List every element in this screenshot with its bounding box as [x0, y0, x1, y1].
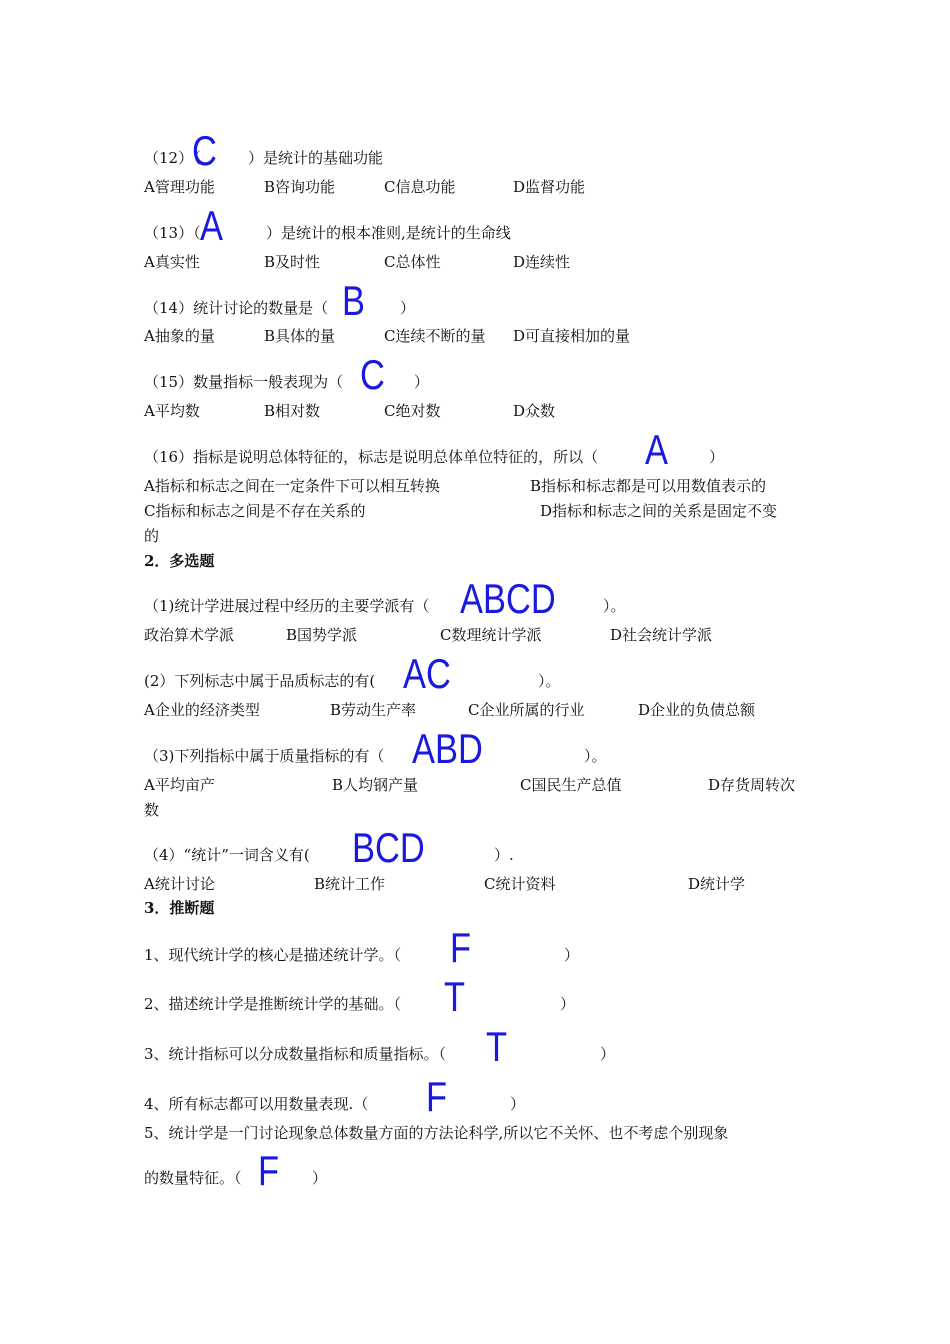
multi-question-1: （1)统计学进展过程中经历的主要学派有（: [144, 597, 430, 615]
multi-question-1-tail: ）。: [603, 597, 626, 615]
judge-3-tail: ）: [600, 1045, 616, 1063]
option-wrap: 的: [144, 527, 160, 545]
option: C绝对数: [384, 402, 441, 420]
option: A指标和标志之间在一定条件下可以相互转换: [144, 477, 440, 495]
judge-4-tail: ）: [510, 1095, 526, 1113]
multi-answer-1: ABCD: [460, 575, 556, 622]
question-14: （14）统计讨论的数量是（: [144, 299, 329, 317]
option: B劳动生产率: [330, 701, 417, 719]
option: B及时性: [264, 253, 321, 271]
judge-2-tail: ）: [560, 995, 576, 1013]
multi-question-3-tail: ）。: [584, 747, 607, 765]
judge-answer-1: F: [450, 924, 472, 971]
option: A真实性: [144, 253, 200, 271]
option: D统计学: [688, 875, 746, 893]
option: B国势学派: [286, 626, 358, 644]
multi-answer-3: ABD: [412, 725, 483, 772]
judge-answer-2: T: [444, 973, 466, 1020]
option: B统计工作: [314, 875, 386, 893]
multi-answer-2: AC: [403, 650, 451, 697]
option: B指标和标志都是可以用数值表示的: [530, 477, 767, 495]
option: C总体性: [384, 253, 441, 271]
judge-3: 3、统计指标可以分成数量指标和质量指标。（: [144, 1045, 447, 1063]
option: 政治算术学派: [144, 626, 235, 644]
option: B具体的量: [264, 327, 336, 345]
option: D可直接相加的量: [513, 327, 631, 345]
judge-2: 2、描述统计学是推断统计学的基础。（: [144, 995, 402, 1013]
option: C国民生产总值: [520, 776, 622, 794]
answer-12: C: [192, 127, 217, 174]
option: C数理统计学派: [440, 626, 542, 644]
option: A抽象的量: [144, 327, 215, 345]
judge-4: 4、所有标志都可以用数量表现.（: [144, 1095, 369, 1113]
question-13: （13）（: [144, 224, 201, 242]
judge-answer-3: T: [486, 1023, 508, 1070]
question-14-tail: ）: [400, 299, 416, 317]
option: D监督功能: [513, 178, 586, 196]
option: A企业的经济类型: [144, 701, 260, 719]
question-15-tail: ）: [414, 373, 430, 391]
question-16: （16）指标是说明总体特征的，标志是说明总体单位特征的，所以（: [144, 448, 599, 466]
option: A平均数: [144, 402, 200, 420]
answer-14: B: [342, 277, 365, 324]
option: D社会统计学派: [610, 626, 713, 644]
option-wrap: 数: [144, 801, 160, 819]
question-15: （15）数量指标一般表现为（: [144, 373, 344, 391]
answer-13: A: [200, 202, 223, 249]
option: D指标和标志之间的关系是固定不变: [540, 502, 778, 520]
option: A管理功能: [144, 178, 215, 196]
section-3-title: 3．推断题: [144, 899, 215, 917]
option: D存货周转次: [708, 776, 796, 794]
multi-question-3: （3)下列指标中属于质量指标的有（: [144, 747, 385, 765]
judge-answer-5: F: [258, 1147, 280, 1194]
option: B相对数: [264, 402, 321, 420]
judge-1: 1、现代统计学的核心是描述统计学。（: [144, 946, 402, 964]
multi-answer-4: BCD: [352, 824, 425, 871]
option: D众数: [513, 402, 556, 420]
multi-question-4: （4）“统计”一词含义有(: [144, 846, 310, 864]
judge-5-tail: ）: [312, 1169, 328, 1187]
answer-15: C: [360, 351, 385, 398]
section-2-title: 2．多选题: [144, 552, 215, 570]
option: D连续性: [513, 253, 571, 271]
multi-question-2-tail: ）。: [538, 672, 561, 690]
option: B人均钢产量: [332, 776, 419, 794]
judge-5-line2: 的数量特征。（: [144, 1169, 242, 1187]
question-13-tail: ）是统计的根本准则,是统计的生命线: [266, 224, 511, 242]
option: C连续不断的量: [384, 327, 486, 345]
option: C指标和标志之间是不存在关系的: [144, 502, 366, 520]
judge-answer-4: F: [426, 1073, 448, 1120]
option: B咨询功能: [264, 178, 336, 196]
judge-1-tail: ）: [564, 946, 580, 964]
option: D企业的负债总额: [638, 701, 756, 719]
question-12-tail: ）是统计的基础功能: [248, 149, 384, 167]
option: C企业所属的行业: [468, 701, 585, 719]
answer-16: A: [645, 426, 668, 473]
judge-5: 5、统计学是一门讨论现象总体数量方面的方法论科学,所以它不关怀、也不考虑个别现象: [144, 1124, 729, 1142]
option: C信息功能: [384, 178, 456, 196]
question-text: （12）（: [144, 149, 201, 167]
option: A统计讨论: [144, 875, 215, 893]
multi-question-4-tail: ）.: [494, 846, 514, 864]
multi-question-2: (2）下列标志中属于品质标志的有(: [144, 672, 376, 690]
question-16-tail: ）: [709, 448, 725, 466]
option: C统计资料: [484, 875, 556, 893]
option: A平均亩产: [144, 776, 215, 794]
